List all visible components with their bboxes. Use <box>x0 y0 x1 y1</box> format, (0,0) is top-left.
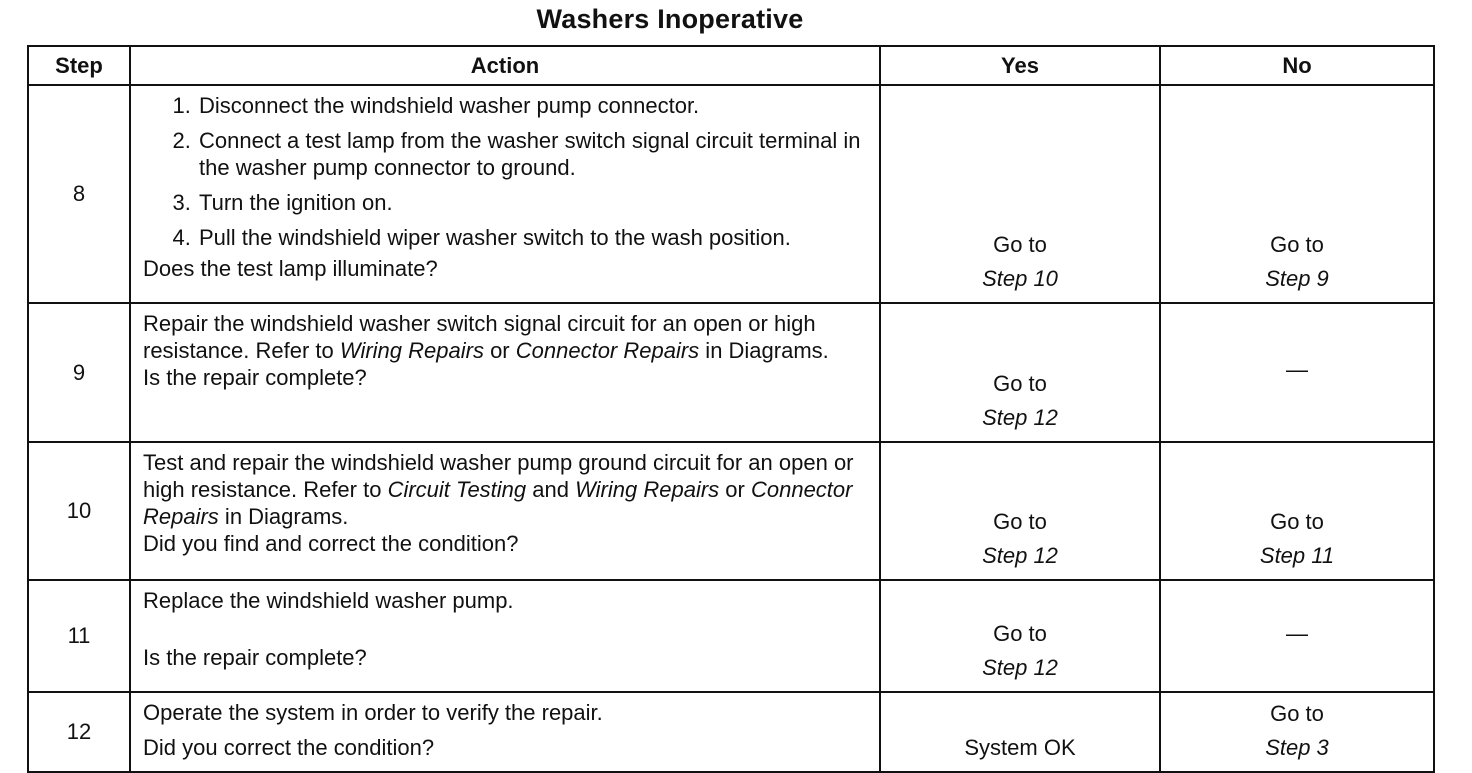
reference-link[interactable]: Wiring Repairs <box>339 338 484 363</box>
action-text <box>143 449 869 530</box>
action-cell <box>130 303 880 442</box>
goto-label: Go to <box>993 509 1047 534</box>
reference-link[interactable]: Connector Repairs <box>515 338 700 363</box>
no-cell <box>1160 303 1434 442</box>
table-row <box>28 303 1434 442</box>
action-cell <box>130 85 880 303</box>
reference-link[interactable]: Connector Repairs <box>143 477 853 529</box>
no-cell <box>1160 85 1434 303</box>
text-run: Test and repair the windshield washer pump ground circuit for an open or high resistance. Refer to <box>143 450 854 502</box>
text-run: in Diagrams. <box>218 504 349 529</box>
action-list <box>143 92 869 251</box>
result-text: System OK <box>964 735 1076 760</box>
table-row <box>28 692 1434 772</box>
goto-label: Go to <box>993 232 1047 257</box>
header-row <box>28 46 1434 85</box>
step-link[interactable]: Step 12 <box>982 655 1058 680</box>
step-link[interactable]: Step 3 <box>1265 735 1329 760</box>
yes-cell <box>880 303 1160 442</box>
step-number: 9 <box>28 303 130 442</box>
action-cell <box>130 580 880 692</box>
reference-link[interactable]: Wiring Repairs <box>575 477 720 502</box>
yes-cell <box>880 692 1160 772</box>
text-run: or <box>719 477 751 502</box>
yes-cell <box>880 85 1160 303</box>
step-link[interactable]: Step 11 <box>1259 543 1335 568</box>
header-step: Step <box>28 46 130 85</box>
action-item: 1. Disconnect the windshield washer pump connector. <box>197 92 869 119</box>
goto-label: Go to <box>1270 232 1324 257</box>
step-link[interactable]: Step 10 <box>982 266 1058 291</box>
header-action: Action <box>130 46 880 85</box>
goto-label: Go to <box>1270 701 1324 726</box>
text-run: and <box>526 477 576 502</box>
no-cell <box>1160 692 1434 772</box>
no-cell <box>1160 580 1434 692</box>
action-text <box>143 310 869 364</box>
text-run: or <box>483 338 516 363</box>
step-number: 11 <box>28 580 130 692</box>
action-question: Did you find and correct the condition? <box>143 531 519 556</box>
header-yes: Yes <box>880 46 1160 85</box>
action-question: Is the repair complete? <box>143 365 367 390</box>
action-question: Did you correct the condition? <box>143 735 435 760</box>
step-number: 12 <box>28 692 130 772</box>
step-number: 8 <box>28 85 130 303</box>
table-row <box>28 442 1434 580</box>
action-text: Replace the windshield washer pump. <box>143 588 514 613</box>
no-cell <box>1160 442 1434 580</box>
action-item: 3. Turn the ignition on. <box>197 189 869 216</box>
table-row <box>28 85 1434 303</box>
header-no: No <box>1160 46 1434 85</box>
step-number: 10 <box>28 442 130 580</box>
goto-label: Go to <box>1270 509 1324 534</box>
action-question: Does the test lamp illuminate? <box>143 256 438 281</box>
page-title: Washers Inoperative <box>536 4 804 34</box>
action-question: Is the repair complete? <box>143 645 367 670</box>
goto-label: Go to <box>993 621 1047 646</box>
not-applicable-dash: — <box>1286 357 1308 382</box>
action-text: Operate the system in order to verify the repair. <box>143 700 603 725</box>
step-link[interactable]: Step 12 <box>982 405 1058 430</box>
text-run: Repair the windshield washer switch signal circuit for an open or high resistance. Refer to <box>143 311 816 363</box>
diagnostic-table <box>27 45 1435 773</box>
action-item: 4. Pull the windshield wiper washer switch to the wash position. <box>197 224 869 251</box>
text-run: in Diagrams. <box>699 338 829 363</box>
table-row <box>28 580 1434 692</box>
spacer <box>143 614 869 644</box>
step-link[interactable]: Step 9 <box>1265 266 1329 291</box>
not-applicable-dash: — <box>1286 620 1308 646</box>
yes-cell <box>880 442 1160 580</box>
goto-label: Go to <box>993 371 1047 396</box>
action-item: 2. Connect a test lamp from the washer switch signal circuit terminal in the washer pump connector to ground. <box>197 127 869 181</box>
action-cell <box>130 692 880 772</box>
reference-link[interactable]: Circuit Testing <box>387 477 527 502</box>
step-link[interactable]: Step 12 <box>982 543 1058 568</box>
yes-cell <box>880 580 1160 692</box>
action-cell <box>130 442 880 580</box>
